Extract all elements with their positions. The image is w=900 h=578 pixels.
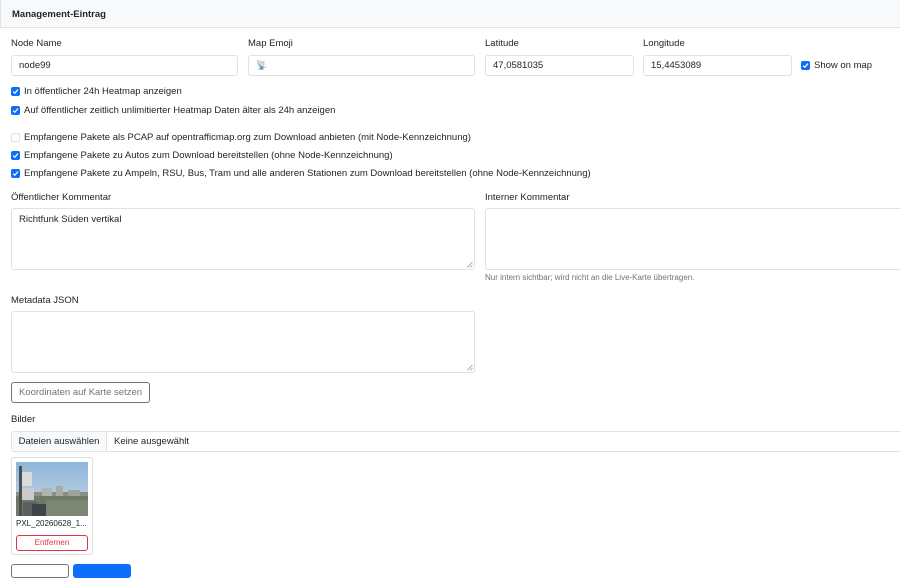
show-on-map-checkbox[interactable] bbox=[801, 59, 872, 71]
choose-files-button[interactable]: Dateien auswählen bbox=[12, 432, 107, 451]
remove-image-button[interactable]: Entfernen bbox=[16, 535, 88, 551]
internal-comment-hint: Nur intern sichtbar; wird nicht an die Live-Karte übertragen. bbox=[485, 273, 695, 282]
checkbox-unchecked-icon[interactable] bbox=[11, 133, 20, 142]
resize-handle-icon[interactable] bbox=[466, 261, 473, 268]
resize-handle-icon[interactable] bbox=[466, 364, 473, 371]
node-name-input[interactable]: node99 bbox=[11, 55, 238, 76]
checkbox-heatmap-24h[interactable] bbox=[11, 85, 182, 97]
public-comment-text: Richtfunk Süden vertikal bbox=[19, 214, 122, 225]
primary-footer-button[interactable] bbox=[73, 564, 131, 578]
checkbox-checked-icon[interactable] bbox=[11, 169, 20, 178]
card-title: Management-Eintrag bbox=[12, 9, 106, 20]
checkbox-cars-download[interactable] bbox=[11, 149, 393, 161]
checkbox-heatmap-unlimited[interactable] bbox=[11, 104, 335, 116]
metadata-json-label: Metadata JSON bbox=[11, 295, 79, 306]
file-input[interactable] bbox=[11, 431, 900, 452]
checkbox-label: Empfangene Pakete als PCAP auf opentrafficmap.org zum Download anbieten (mit Node-Kennzeichnung) bbox=[24, 131, 471, 143]
public-comment-textarea[interactable] bbox=[11, 208, 475, 270]
show-on-map-label: Show on map bbox=[814, 59, 873, 71]
checkbox-checked-icon[interactable] bbox=[11, 87, 20, 96]
checkbox-checked-icon[interactable] bbox=[11, 151, 20, 160]
internal-comment-label: Interner Kommentar bbox=[485, 192, 570, 203]
set-coordinates-button[interactable]: Koordinaten auf Karte setzen bbox=[11, 382, 150, 403]
checkbox-label: Empfangene Pakete zu Ampeln, RSU, Bus, Tram und alle anderen Stationen zum Download bereitstellen (ohne Node-Kennzeichnung) bbox=[24, 167, 591, 179]
longitude-label: Longitude bbox=[643, 38, 685, 49]
latitude-label: Latitude bbox=[485, 38, 519, 49]
checkbox-label: Empfangene Pakete zu Autos zum Download bereitstellen (ohne Node-Kennzeichnung) bbox=[24, 149, 393, 161]
image-thumbnail[interactable] bbox=[16, 462, 88, 516]
image-thumbnail-card bbox=[11, 457, 93, 555]
file-status: Keine ausgewählt bbox=[114, 436, 189, 447]
secondary-footer-button[interactable] bbox=[11, 564, 69, 578]
card-header bbox=[0, 0, 900, 28]
checkbox-pcap-download[interactable] bbox=[11, 131, 471, 143]
node-name-label: Node Name bbox=[11, 38, 62, 49]
internal-comment-textarea[interactable] bbox=[485, 208, 900, 270]
checkbox-label: In öffentlicher 24h Heatmap anzeigen bbox=[24, 85, 182, 97]
map-emoji-input[interactable]: 📡 bbox=[248, 55, 475, 76]
checkbox-label: Auf öffentlicher zeitlich unlimitierter Heatmap Daten älter als 24h anzeigen bbox=[24, 104, 336, 116]
map-emoji-label: Map Emoji bbox=[248, 38, 293, 49]
checkbox-checked-icon[interactable] bbox=[801, 61, 810, 70]
images-label: Bilder bbox=[11, 414, 36, 425]
latitude-input[interactable]: 47,0581035 bbox=[485, 55, 634, 76]
checkbox-stations-download[interactable] bbox=[11, 167, 591, 179]
metadata-json-textarea[interactable] bbox=[11, 311, 475, 373]
checkbox-checked-icon[interactable] bbox=[11, 106, 20, 115]
longitude-input[interactable]: 15,4453089 bbox=[643, 55, 792, 76]
public-comment-label: Öffentlicher Kommentar bbox=[11, 192, 112, 203]
image-filename: PXL_20260628_1... bbox=[16, 519, 87, 528]
